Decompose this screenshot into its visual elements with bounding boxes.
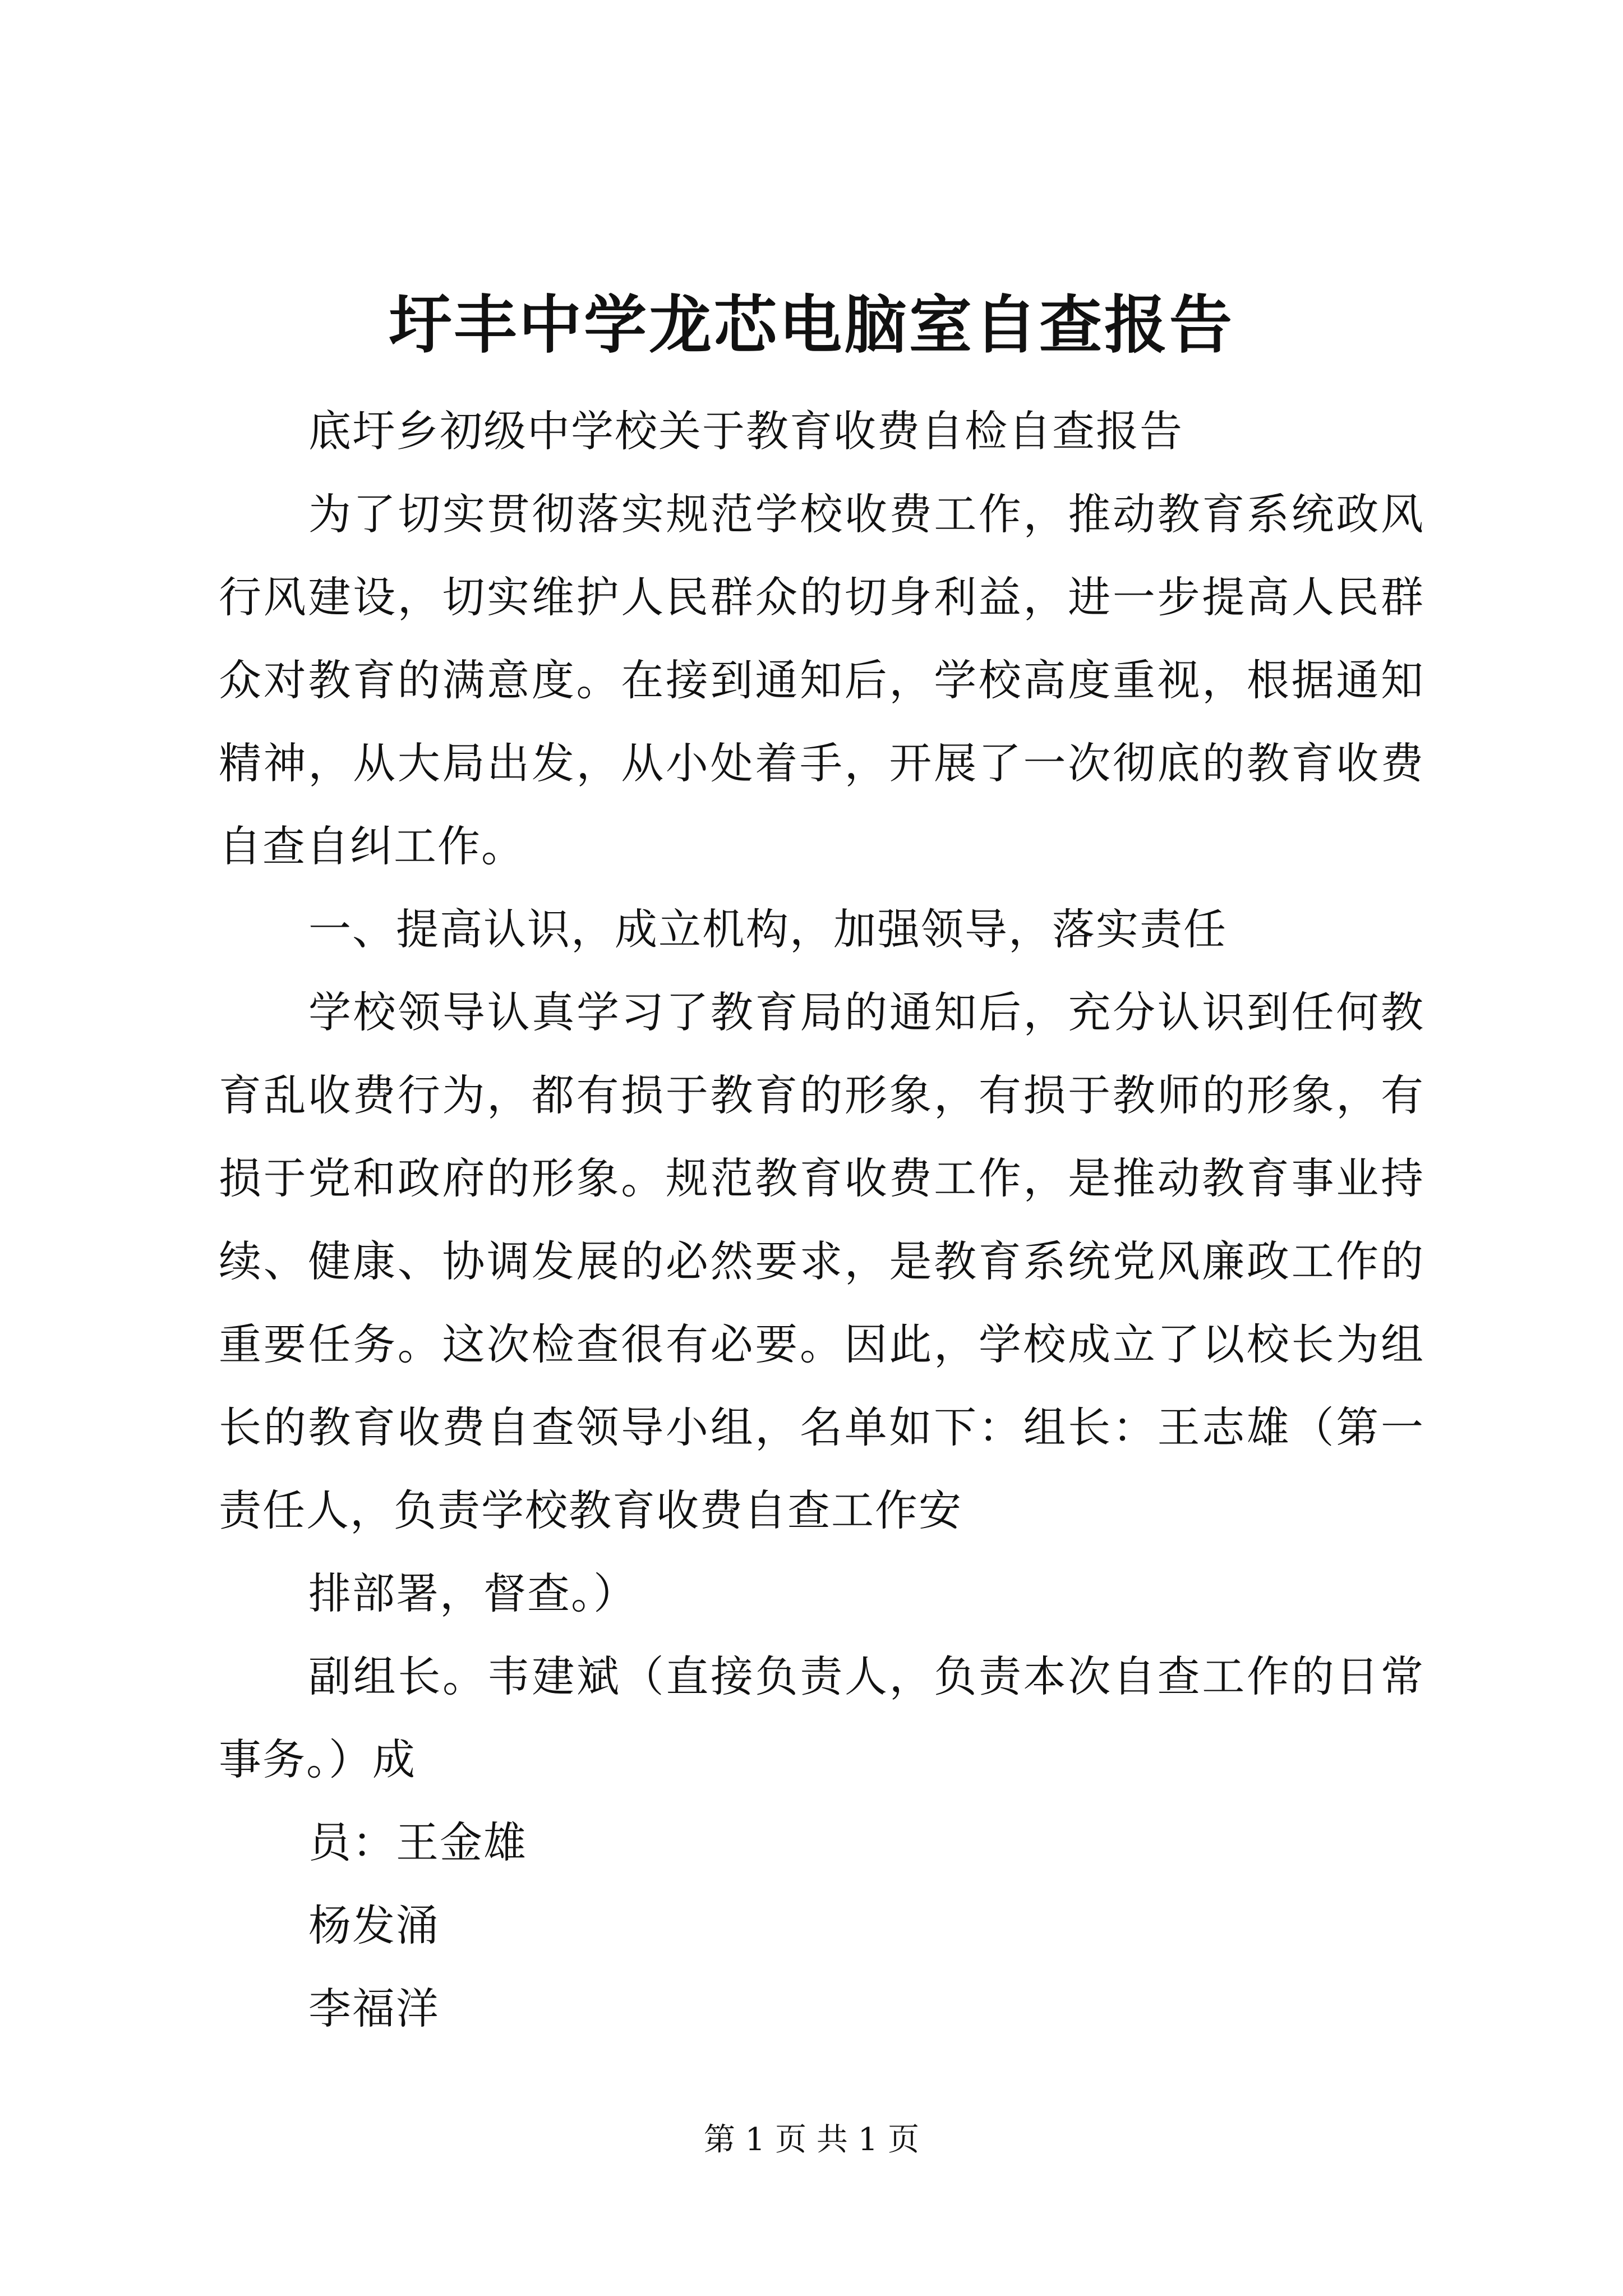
body-paragraph: 副组长。韦建斌（直接负责人，负责本次自查工作的日常事务。）成 bbox=[219, 1651, 1424, 1784]
document-body bbox=[219, 390, 1424, 2050]
subtitle-paragraph: 底圩乡初级中学校关于教育收费自检自查报告 bbox=[308, 406, 1183, 456]
member-line: 李福洋 bbox=[308, 1984, 440, 2033]
section-heading: 一、提高认识，成立机构，加强领导，落实责任 bbox=[308, 904, 1227, 954]
member-line: 杨发涌 bbox=[308, 1901, 440, 1950]
body-paragraph: 排部署，督查。） bbox=[308, 1568, 637, 1618]
body-paragraph: 学校领导认真学习了教育局的通知后，充分认识到任何教育乱收费行为，都有损于教育的形象，有损于教师的形象，有损于党和政府的形象。规范教育收费工作，是推动教育事业持续、健康、协调发展的必然要求，是教育系统党风廉政工作的重要任务。这次检查很有必要。因此，学校成立了以校长为组长的教育收费自查领导小组，名单如下：组长：王志雄（第一责任人，负责学校教育收费自查工作安 bbox=[219, 987, 1424, 1535]
page-footer: 第 1 页 共 1 页 bbox=[703, 2122, 920, 2158]
member-line: 员：王金雄 bbox=[308, 1818, 527, 1867]
document-title: 圩丰中学龙芯电脑室自查报告 bbox=[389, 288, 1234, 362]
intro-paragraph: 为了切实贯彻落实规范学校收费工作，推动教育系统政风行风建设，切实维护人民群众的切身利益，进一步提高人民群众对教育的满意度。在接到通知后，学校高度重视，根据通知精神，从大局出发，从小处着手，开展了一次彻底的教育收费自查自纠工作。 bbox=[219, 489, 1424, 871]
